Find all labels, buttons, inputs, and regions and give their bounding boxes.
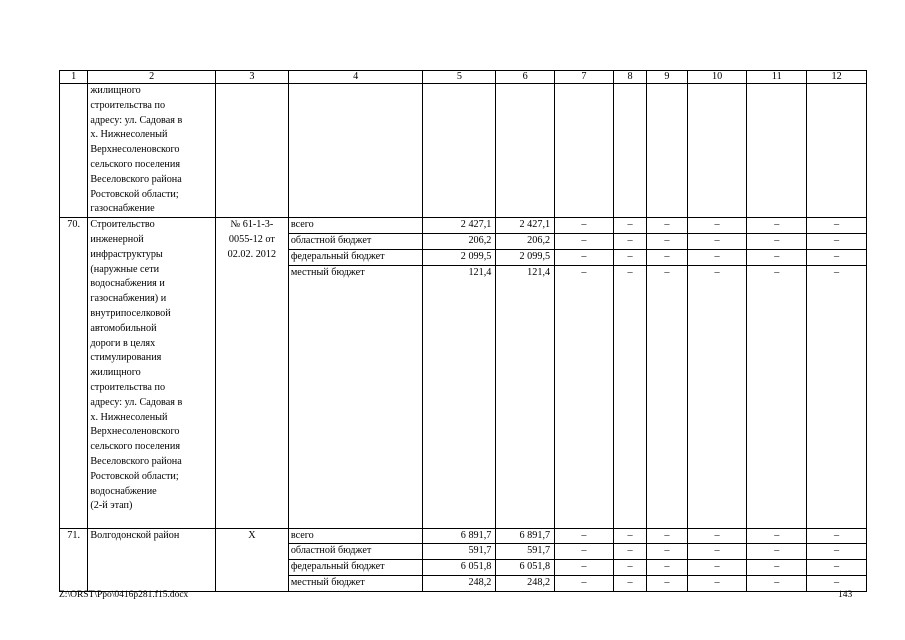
cell-empty: [60, 84, 88, 218]
amount-col6: 591,7: [496, 544, 555, 560]
dash-cell: –: [687, 265, 747, 528]
amount-col6: 121,4: [496, 265, 555, 528]
dash-cell: –: [555, 233, 614, 249]
column-header: 11: [747, 71, 807, 84]
budget-table: [59, 70, 867, 592]
continuation-text: жилищного строительства по адресу: ул. Садовая в х. Нижнесоленый Верхнесоленовского сельского поселения Веселовского района Ростовской области; газоснабжение: [88, 84, 216, 218]
funding-source: федеральный бюджет: [288, 560, 423, 576]
column-header: 10: [687, 71, 747, 84]
amount-col6: 248,2: [496, 575, 555, 591]
amount-col6: 6 891,7: [496, 528, 555, 544]
amount-col5: 248,2: [423, 575, 496, 591]
column-header: 3: [215, 71, 288, 84]
dash-cell: –: [807, 544, 867, 560]
dash-cell: –: [555, 249, 614, 265]
amount-col5: 2 099,5: [423, 249, 496, 265]
column-header: 6: [496, 71, 555, 84]
dash-cell: –: [747, 265, 807, 528]
column-header: 5: [423, 71, 496, 84]
amount-col5: 6 891,7: [423, 528, 496, 544]
amount-col6: 2 099,5: [496, 249, 555, 265]
table-row: [60, 528, 867, 544]
dash-cell: –: [747, 560, 807, 576]
dash-cell: –: [613, 233, 646, 249]
dash-cell: –: [807, 265, 867, 528]
column-header: 9: [647, 71, 688, 84]
column-header: 4: [288, 71, 423, 84]
cell-empty: [747, 84, 807, 218]
dash-cell: –: [613, 560, 646, 576]
cell-empty: [555, 84, 614, 218]
column-header: 7: [555, 71, 614, 84]
funding-source: местный бюджет: [288, 575, 423, 591]
dash-cell: –: [647, 544, 688, 560]
dash-cell: –: [687, 528, 747, 544]
cell-empty: [423, 84, 496, 218]
dash-cell: –: [747, 233, 807, 249]
column-header: 8: [613, 71, 646, 84]
dash-cell: –: [807, 249, 867, 265]
cell-empty: [288, 84, 423, 218]
document-reference: № 61-1-3- 0055-12 от 02.02. 2012: [215, 218, 288, 528]
funding-source: всего: [288, 218, 423, 234]
continuation-row: [60, 84, 867, 218]
dash-cell: –: [555, 560, 614, 576]
footer-file-path: Z:\ORST\Ppo\0416p281.f15.docx: [59, 590, 189, 600]
dash-cell: –: [687, 233, 747, 249]
dash-cell: –: [807, 560, 867, 576]
dash-cell: –: [747, 528, 807, 544]
object-name: Волгодонской район: [88, 528, 216, 591]
amount-col5: 206,2: [423, 233, 496, 249]
cell-empty: [215, 84, 288, 218]
dash-cell: –: [687, 249, 747, 265]
dash-cell: –: [807, 233, 867, 249]
column-header: 2: [88, 71, 216, 84]
dash-cell: –: [747, 544, 807, 560]
funding-source: областной бюджет: [288, 233, 423, 249]
dash-cell: –: [647, 575, 688, 591]
funding-source: федеральный бюджет: [288, 249, 423, 265]
dash-cell: –: [647, 218, 688, 234]
dash-cell: –: [613, 528, 646, 544]
column-header: 12: [807, 71, 867, 84]
dash-cell: –: [613, 218, 646, 234]
dash-cell: –: [687, 218, 747, 234]
cell-empty: [496, 84, 555, 218]
column-header-row: [60, 71, 867, 84]
dash-cell: –: [613, 575, 646, 591]
dash-cell: –: [647, 249, 688, 265]
cell-empty: [613, 84, 646, 218]
dash-cell: –: [747, 249, 807, 265]
cell-empty: [647, 84, 688, 218]
dash-cell: –: [647, 560, 688, 576]
column-header: 1: [60, 71, 88, 84]
object-name: Строительство инженерной инфраструктуры (наружные сети водоснабжения и газоснабжения) и внутрипоселковой автомобильной дороги в целях стимулирования жилищного строительства по адресу: ул. Садовая в х. Нижнесоленый Верхнесоленовского сельского поселения Веселовского района Ростовской области; водоснабжение (2-й этап): [88, 218, 216, 528]
row-number: 70.: [60, 218, 88, 528]
dash-cell: –: [613, 265, 646, 528]
dash-cell: –: [555, 528, 614, 544]
dash-cell: –: [647, 233, 688, 249]
dash-cell: –: [687, 575, 747, 591]
dash-cell: –: [555, 218, 614, 234]
table-row: [60, 218, 867, 234]
cell-empty: [807, 84, 867, 218]
funding-source: областной бюджет: [288, 544, 423, 560]
dash-cell: –: [647, 528, 688, 544]
dash-cell: –: [807, 575, 867, 591]
amount-col6: 2 427,1: [496, 218, 555, 234]
amount-col5: 6 051,8: [423, 560, 496, 576]
document-reference: Х: [215, 528, 288, 591]
dash-cell: –: [807, 528, 867, 544]
amount-col5: 2 427,1: [423, 218, 496, 234]
amount-col6: 6 051,8: [496, 560, 555, 576]
dash-cell: –: [555, 575, 614, 591]
row-number: 71.: [60, 528, 88, 591]
amount-col5: 591,7: [423, 544, 496, 560]
dash-cell: –: [647, 265, 688, 528]
amount-col5: 121,4: [423, 265, 496, 528]
dash-cell: –: [687, 544, 747, 560]
funding-source: местный бюджет: [288, 265, 423, 528]
dash-cell: –: [687, 560, 747, 576]
dash-cell: –: [555, 265, 614, 528]
dash-cell: –: [747, 218, 807, 234]
dash-cell: –: [613, 249, 646, 265]
dash-cell: –: [807, 218, 867, 234]
funding-source: всего: [288, 528, 423, 544]
dash-cell: –: [747, 575, 807, 591]
amount-col6: 206,2: [496, 233, 555, 249]
footer-page-number: 143: [838, 590, 853, 600]
cell-empty: [687, 84, 747, 218]
dash-cell: –: [555, 544, 614, 560]
dash-cell: –: [613, 544, 646, 560]
